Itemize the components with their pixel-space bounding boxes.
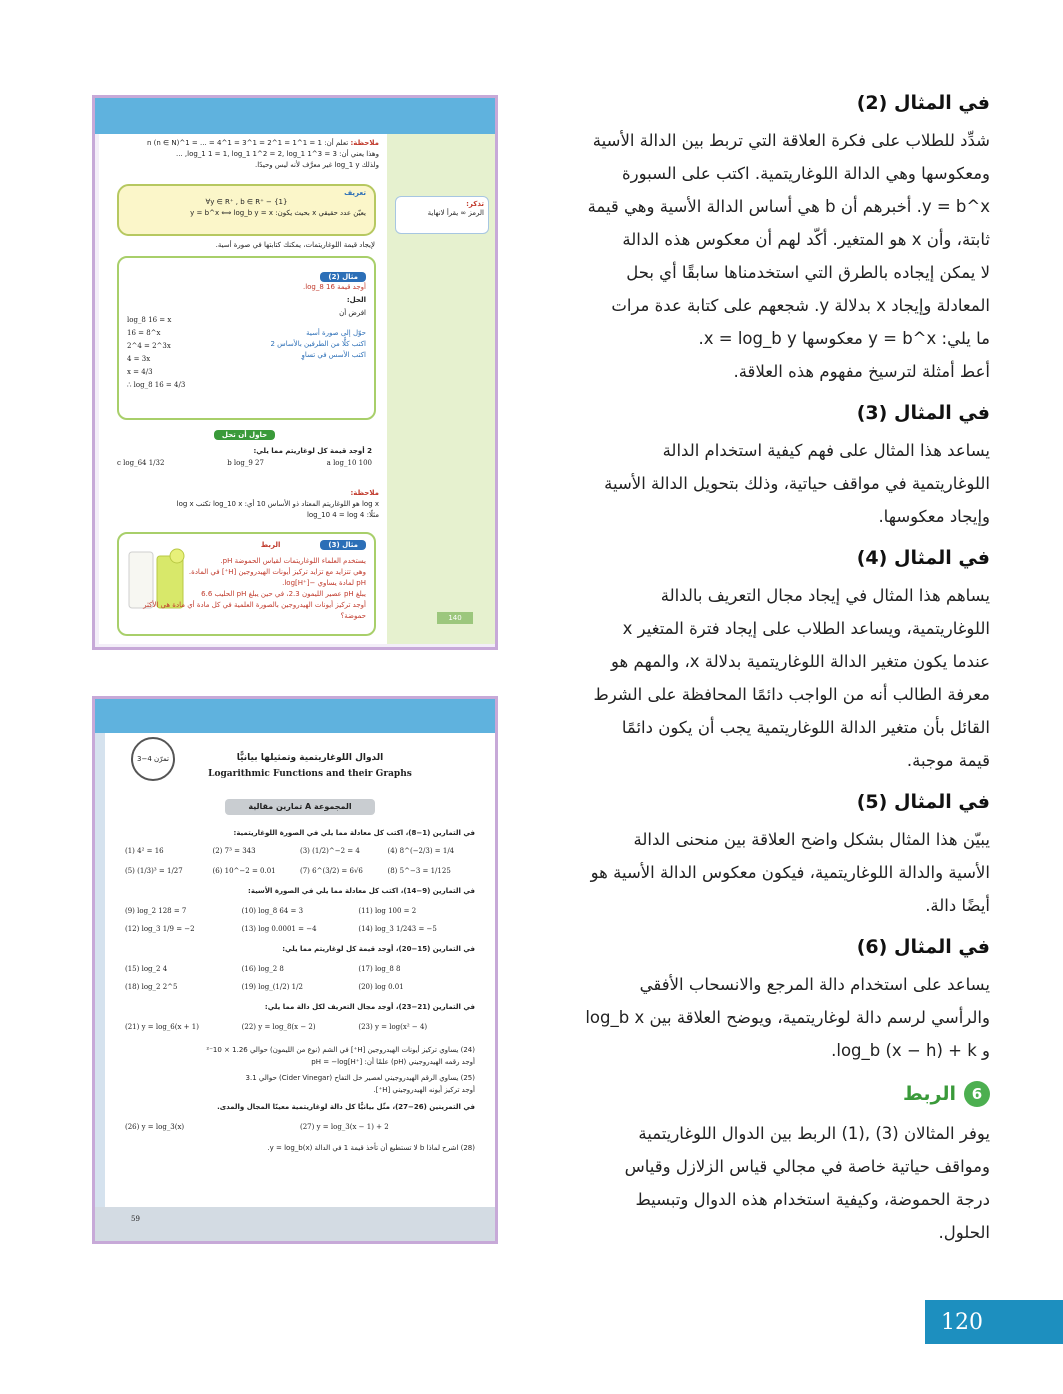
exercise: (6) 10^−2 = 0.01	[212, 867, 276, 875]
solution-steps	[127, 314, 217, 392]
example-5-heading: في المثال (5)	[856, 791, 990, 813]
assume-label: افرض أن	[339, 309, 366, 317]
example-3-text	[130, 556, 366, 622]
note-2-block	[111, 488, 379, 521]
example-3-tags	[261, 540, 366, 550]
question-instruction: في التمارين (9−14)، اكتب كل معادلة مما يلي في الصورة الأسية:	[248, 887, 475, 895]
try-item: b log_9 27	[227, 459, 264, 467]
exercise: (21) y = log_6(x + 1)	[125, 1023, 199, 1031]
question-instruction: في التمارين (1−8)، اكتب كل معادلة مما يلي في الصورة اللوغاريتمية:	[233, 829, 475, 837]
text-line: ومعكوسها وهي الدالة اللوغاريتمية. اكتب على السبورة	[621, 164, 990, 183]
text-line: عندما يكون متغير الدالة اللوغاريتمية بدلالة x، والمهم هو	[611, 652, 990, 671]
try-item: a log_10 100	[326, 459, 372, 467]
exercise: (11) log 100 = 2	[358, 907, 417, 915]
exercises-page-thumbnail	[92, 696, 498, 1244]
thumbnail-footer	[95, 1207, 495, 1241]
text-line: يوفر المثالان (3) ,(1) الربط بين الدوال اللوغاريتمية	[638, 1124, 990, 1143]
hint: اكتب كلًّا من الطرفين بالأساس 2	[270, 340, 366, 348]
text-line: يساعد على استخدام دالة المرجع والانسحاب الأفقي	[639, 975, 990, 994]
exercise-row	[125, 983, 475, 991]
exercise: (22) y = log_8(x − 2)	[241, 1023, 316, 1031]
link-label: الربط	[903, 1083, 956, 1105]
example-3-line: يستخدم العلماء اللوغاريتمات لقياس الحموضة pH.	[220, 557, 366, 565]
example-2-section	[538, 92, 990, 388]
example-6-heading: في المثال (6)	[856, 936, 990, 958]
intro-text: لإيجاد قيمة اللوغاريتمات، يمكنك كتابتها في صورة أسية.	[215, 241, 375, 249]
exercise-28-line: (28) اشرح لماذا b لا تستطيع أن تأخذ قيمة 1 في الدالة y = log_b(x).	[267, 1144, 475, 1152]
text-line: ومواقف حياتية خاصة في مجالي قياس الزلازل وقياس	[624, 1157, 990, 1176]
exercise: (27) y = log_3(x − 1) + 2	[300, 1123, 389, 1131]
example-4-body	[538, 579, 990, 777]
exercise-row	[125, 907, 475, 915]
try-it-tag: حاول أن تحل	[117, 422, 372, 441]
exercise-row	[125, 925, 475, 933]
exercise-24-line: أوجد رقمه الهيدروجيني (pH) علمًا أن: pH = −log[H⁺]	[311, 1058, 475, 1066]
exercise-24-line: (24) يساوي تركيز أيونات الهيدروجين [H⁺] في الشم (نوع من الليمون) حوالي 1.26 × 10⁻²	[206, 1046, 475, 1054]
hint: اكتب الأسس في تساوٍ	[301, 351, 366, 359]
example-3-section	[538, 402, 990, 533]
exercise-row	[125, 847, 475, 855]
example-2-tag: مثال (2)	[320, 264, 366, 283]
example-3-box	[117, 532, 376, 636]
remember-text: الرمز ∞ يقرأ لانهاية	[427, 209, 484, 217]
practice-badge: تمرّن 4−3	[131, 737, 175, 781]
hint: حوّل إلى صورة أسية	[306, 329, 366, 337]
try-it-question: 2 أوجد قيمة كل لوغاريتم مما يلي:	[253, 447, 372, 455]
text-line: درجة الحموضة، وكيفية استخدام هذه الدوال وتبسيط	[635, 1190, 990, 1209]
note-2-line: مثلًا: log_10 4 = log 4	[306, 511, 379, 519]
question-instruction: في التمرينين (26−27)، مثّل بيانيًّا كل دالة لوغاريتمية معينًا المجال والمدى.	[217, 1103, 475, 1111]
step: x = 4/3	[127, 368, 153, 376]
step: 16 = 8^x	[127, 329, 161, 337]
text-line: أيضًا دالة.	[925, 896, 990, 915]
title-english: Logarithmic Functions and their Graphs	[208, 769, 412, 779]
exercise: (12) log_3 1/9 = −2	[125, 925, 195, 933]
exercise: (15) log_2 4	[125, 965, 168, 973]
step: log_8 16 = x	[127, 316, 172, 324]
exercise: (1) 4² = 16	[125, 847, 164, 855]
text-line: لا يمكن إيجاده بالطرق التي استخدمناها سابقًا أي بحل	[626, 263, 990, 282]
text-line: والرأسي لرسم دالة لوغاريتمية، ويوضح العلاقة بين log_b x	[585, 1008, 990, 1027]
example-3-line: أوجد تركيز أيونات الهيدروجين بالصورة العلمية في كل مادة أي مادة هي الأكثر حموضة؟	[143, 601, 366, 620]
example-3-line: وهي تتزايد مع تزايد تركيز أيونات الهيدروجين [H⁺] في المادة.	[188, 568, 366, 576]
text-line: و log_b (x − h) + k.	[831, 1041, 990, 1060]
thumbnail-content	[99, 134, 387, 644]
question-instruction: في التمارين (21−23)، أوجد مجال التعريف لكل دالة مما يلي:	[264, 1003, 475, 1011]
text-line: يساعد هذا المثال على فهم كيفية استخدام الدالة	[662, 441, 990, 460]
exercise: (16) log_2 8	[241, 965, 284, 973]
step: 2^4 = 2^3x	[127, 342, 171, 350]
text-line: اللوغاريتمية، ويساعد الطلاب على إيجاد فترة المتغير x	[622, 619, 990, 638]
text-line: y = b^x. أخبرهم أن b هي أساس الدالة الأسية وهي قيمة	[587, 197, 990, 216]
step: 4 = 3x	[127, 355, 151, 363]
note-line: وهذا يعني أن: log_1 1 = 1, log_1 1^2 = 2, log_1 1^3 = 3, ...	[176, 150, 379, 158]
example-3-line: يبلغ pH عصير الليمون 2.3، في حين يبلغ pH الحليب 6.6	[201, 590, 366, 598]
text-line: ما يلي: y = b^x معكوسها x = log_b y.	[698, 329, 990, 348]
note-label: ملاحظة:	[350, 139, 379, 147]
question-instruction: في التمارين (15−20)، أوجد قيمة كل لوغاريتم مما يلي:	[282, 945, 475, 953]
text-line: شدِّد للطلاب على فكرة العلاقة التي تربط بين الدالة الأسية	[592, 131, 990, 150]
exercise: (13) log 0.0001 = −4	[241, 925, 317, 933]
link-number-badge: 6	[964, 1081, 990, 1107]
definition-label: تعريف	[344, 189, 366, 197]
remember-title: تذكر:	[466, 200, 484, 208]
note-block	[111, 138, 379, 171]
text-line: أعط أمثلة لترسيخ مفهوم هذه العلاقة.	[733, 362, 990, 381]
exercise: (5) (1/3)³ = 1/27	[125, 867, 183, 875]
text-line: الأسية والدالة اللوغاريتمية، فيكون معكوس الدالة الأسية هو	[590, 863, 990, 882]
remember-box	[395, 196, 489, 234]
thumbnail-header-band	[95, 98, 495, 134]
exercise: (10) log_8 64 = 3	[241, 907, 304, 915]
exercise: (9) log_2 128 = 7	[125, 907, 187, 915]
example-2-box	[117, 256, 376, 420]
example-6-body	[538, 968, 990, 1067]
page-number: 120	[925, 1300, 1063, 1344]
exercise: (14) log_3 1/243 = −5	[358, 925, 437, 933]
thumbnail-side-band	[387, 134, 495, 644]
try-it-block	[117, 422, 372, 484]
example-3-tag: مثال (3)	[320, 540, 366, 550]
thumbnail-page-number: 59	[131, 1215, 140, 1223]
example-3-heading: في المثال (3)	[856, 402, 990, 424]
text-line: اللوغاريتمية في مواقف حياتية، وذلك بتحويل الدالة الأسية	[604, 474, 990, 493]
step: ∴ log_8 16 = 4/3	[127, 381, 186, 389]
note-2-line: log x هو اللوغاريتم المعتاد ذو الأساس 10 أي: log_10 x تكتب log x	[176, 500, 379, 508]
exercise: (7) 6^(3/2) = 6√6	[300, 867, 363, 875]
text-line: يبيّن هذا المثال بشكل واضح العلاقة بين منحنى الدالة	[633, 830, 990, 849]
text-line: المعادلة وإيجاد x بدلالة y. شجعهم على كتابة عدة مرات	[611, 296, 990, 315]
definition-line: يعيّن عدد حقيقي x بحيث يكون: y = b^x ⟺ log_b y = x	[190, 209, 366, 217]
text-line: الحلول.	[938, 1223, 990, 1242]
exercise: (3) (1/2)^−2 = 4	[300, 847, 360, 855]
note-2-label: ملاحظة:	[350, 489, 379, 497]
example-3-link: الربط	[260, 541, 281, 549]
exercise: (8) 5^−3 = 1/125	[387, 867, 451, 875]
exercise-25-line: أوجد تركيز أيونه الهيدروجيني [H⁺].	[373, 1086, 475, 1094]
example-5-body	[538, 823, 990, 922]
try-item: c log_64 1/32	[117, 459, 165, 467]
exercise: (20) log 0.01	[358, 983, 404, 991]
example-5-section	[538, 791, 990, 922]
example-2-heading: في المثال (2)	[856, 92, 990, 114]
text-line: يساهم هذا المثال في إيجاد مجال التعريف بالدالة	[660, 586, 990, 605]
link-body	[538, 1117, 990, 1249]
exercise: (26) y = log_3(x)	[125, 1123, 185, 1131]
try-it-items	[117, 459, 372, 467]
example-3-line: pH لمادة يساوي −log[H⁺].	[282, 579, 366, 587]
thumbnail-page-number: 140	[437, 612, 473, 624]
exercise: (19) log_(1/2) 1/2	[241, 983, 303, 991]
exercise-row	[125, 965, 475, 973]
note-line: تعلم أن: 1 = 1^1 = 1^2 = 1^3 = 1^4 = ... = 1^n (n ∈ N)	[146, 139, 349, 147]
text-line: وإيجاد معكوسها.	[878, 507, 990, 526]
exercise: (23) y = log(x² − 4)	[358, 1023, 428, 1031]
definition-box	[117, 184, 376, 236]
solution-hints	[226, 328, 366, 361]
thumbnail-header-band	[95, 699, 495, 733]
student-book-page-thumbnail	[92, 95, 498, 650]
teacher-notes-column	[538, 88, 990, 1263]
exercise: (2) 7³ = 343	[212, 847, 256, 855]
example-3-body	[538, 434, 990, 533]
link-section	[538, 1081, 990, 1249]
definition-line: ∀y ∈ R⁺ , b ∈ R⁺ − {1}	[205, 198, 288, 206]
group-a-label: المجموعة A تمارين مقالية	[225, 799, 375, 815]
example-2-question: أوجد قيمة log_8 16.	[302, 283, 366, 291]
exercise-25-line: (25) يساوي الرقم الهيدروجيني لعصير خل التفاح (Cider Vinegar) حوالي 3.1	[245, 1074, 475, 1082]
exercise-row	[125, 867, 475, 875]
text-line: قيمة موجبة.	[906, 751, 990, 770]
example-2-body	[538, 124, 990, 388]
text-line: القائل بأن متغير الدالة اللوغاريتمية يجب أن يكون دائمًا	[621, 718, 990, 737]
exercise: (17) log_8 8	[358, 965, 401, 973]
text-line: معرفة الطالب أنه من الواجب دائمًا المحافظة على الشرط	[593, 685, 990, 704]
example-4-section	[538, 547, 990, 777]
thumbnail-side-band	[95, 733, 105, 1241]
exercise: (4) 8^(−2/3) = 1/4	[387, 847, 455, 855]
example-4-heading: في المثال (4)	[856, 547, 990, 569]
title-arabic: الدوال اللوغاريتمية وتمثيلها بيانيًّا	[236, 753, 384, 763]
example-6-section	[538, 936, 990, 1067]
exercise-row	[125, 1123, 475, 1131]
text-line: ثابتة، وأن x هو المتغير. أكّد لهم أن معكوس هذه الدالة	[622, 230, 990, 249]
solution-label: الحل:	[346, 296, 366, 304]
link-heading	[538, 1081, 990, 1107]
exercise: (18) log_2 2^5	[125, 983, 178, 991]
exercise-row	[125, 1023, 475, 1031]
note-line: ولذلك log_1 y غير معرَّف لأنه ليس وحيدًا.	[255, 161, 379, 169]
